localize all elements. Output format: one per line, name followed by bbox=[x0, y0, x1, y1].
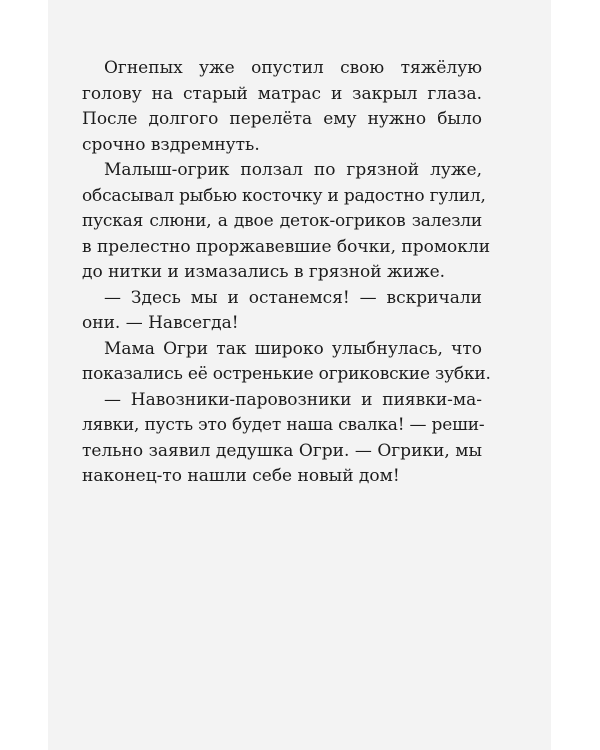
text-line: срочно вздремнуть. bbox=[82, 134, 260, 155]
paragraph-2 bbox=[82, 158, 491, 286]
paragraph-5 bbox=[82, 388, 485, 490]
text-line: Огнепых уже опустил свою тяжёлую bbox=[104, 58, 482, 78]
text-line: они. — Навсегда! bbox=[82, 313, 239, 333]
text-line: — Навозники-паровозники и пиявки-ма- bbox=[104, 389, 482, 410]
text-line: Малыш-огрик ползал по грязной луже, bbox=[104, 160, 482, 180]
paragraph-3 bbox=[82, 286, 482, 337]
text-line: пуская слюни, а двое деток-огриков залезли bbox=[82, 211, 482, 231]
paragraph-1 bbox=[82, 56, 482, 158]
text-line: до нитки и измазались в грязной жиже. bbox=[82, 262, 446, 282]
text-line: голову на старый матрас и закрыл глаза. bbox=[82, 83, 482, 104]
text-line: — Здесь мы и останемся! — вскричали bbox=[104, 287, 482, 308]
page-text bbox=[82, 56, 491, 490]
text-line: Мама Огри так широко улыбнулась, что bbox=[104, 338, 482, 359]
text-line: обсасывал рыбью косточку и радостно гулил, bbox=[82, 185, 486, 206]
text-line: показались её остренькие огриковские зубки. bbox=[82, 364, 491, 384]
text-line: лявки, пусть это будет наша свалка! — реши- bbox=[82, 415, 485, 435]
paragraph-4 bbox=[82, 337, 491, 388]
text-line: в прелестно проржавевшие бочки, промокли bbox=[82, 236, 491, 257]
text-line: После долгого перелёта ему нужно было bbox=[82, 109, 482, 129]
text-line: наконец-то нашли себе новый дом! bbox=[82, 466, 400, 486]
text-line: тельно заявил дедушка Огри. — Огрики, мы bbox=[82, 440, 482, 461]
